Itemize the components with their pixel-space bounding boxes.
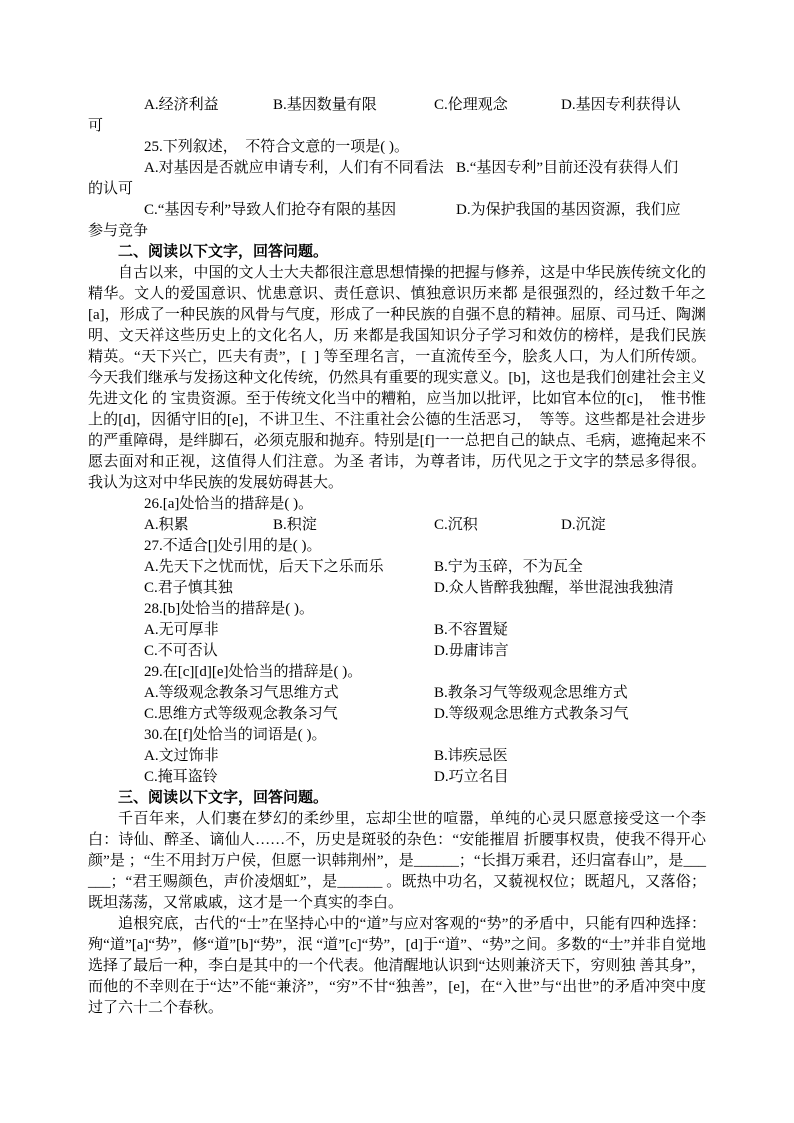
q26-option-b: B.积淀 — [273, 517, 317, 533]
q25-option-d: D.为保护我国的基因资源，我们应 — [456, 202, 681, 218]
q26-option-a: A.积累 — [144, 517, 189, 533]
q26-options-row — [88, 515, 706, 536]
q30-option-c: C.掩耳盗铃 — [144, 769, 218, 785]
q24-option-b: B.基因数量有限 — [273, 97, 377, 113]
q25-stem: 25.下列叙述， 不符合文意的一项是( )。 — [144, 139, 409, 155]
q25-options-row-2 — [88, 200, 706, 221]
q29-option-c: C.思维方式等级观念教条习气 — [144, 706, 338, 722]
q28-options-row-1 — [88, 620, 706, 641]
q28-option-b: B.不容置疑 — [434, 622, 508, 638]
q24-option-d: D.基因专利获得认 — [561, 97, 681, 113]
q29-option-b: B.教条习气等级观念思维方式 — [434, 685, 628, 701]
q24-option-a: A.经济利益 — [144, 97, 219, 113]
q28-stem: 28.[b]处恰当的措辞是( )。 — [144, 601, 314, 617]
q26-option-c: C.沉积 — [434, 517, 478, 533]
q27-options-row-2 — [88, 578, 706, 599]
q30-option-d: D.巧立名目 — [434, 769, 509, 785]
q29-stem: 29.在[c][d][e]处恰当的措辞是( )。 — [144, 664, 363, 680]
q30-options-row-1 — [88, 746, 706, 767]
q30-stem: 30.在[f]处恰当的词语是( )。 — [144, 727, 327, 743]
q25-option-b-continuation: 的认可 — [88, 181, 134, 197]
q27-options-row-1 — [88, 557, 706, 578]
q25-option-d-continuation: 参与竞争 — [88, 223, 149, 239]
q25-option-a: A.对基因是否就应申请专利，人们有不同看法 — [144, 160, 444, 176]
q28-option-d: D.毋庸讳言 — [434, 643, 509, 659]
q26-option-d: D.沉淀 — [561, 517, 606, 533]
q30-options-row-2 — [88, 767, 706, 788]
q27-stem: 27.不适合[]处引用的是( )。 — [144, 538, 322, 554]
q27-option-d: D.众人皆醉我独醒，举世混浊我独清 — [434, 580, 674, 596]
q28-option-a: A.无可厚非 — [144, 622, 219, 638]
q26-stem: 26.[a]处恰当的措辞是( )。 — [144, 496, 314, 512]
q29-options-row-2 — [88, 704, 706, 725]
q25-option-b: B.“基因专利”目前还没有获得人们 — [456, 160, 679, 176]
section2-passage: 自古以来，中国的文人士大夫都很注意思想情操的把握与修养，这是中华民族传统文化的精华。文人的爱国意识、忧患意识、责任意识、慎独意识历来都 是很强烈的，经过数千年之[a]，形成了一种民族的风骨与气度，形成了一种民族的自强不息的精神。屈原、司马迁、陶渊明、文天祥这些历史上的文化名人，历 来都是我国知识分子学习和效仿的榜样，是我们民族精英。“天下兴亡，匹夫有责”，[ ] 等至理名言，一直流传至今，脍炙人口，为人们所传颂。今天我们继承与发扬这种文化传统，仍然具有重要的现实意义。[b]，这也是我们创建社会主义先进文化 的 宝贵资源。至于传统文化当中的糟粕，应当加以批评，比如官本位的[c]， 惟书惟上的[d]，因循守旧的[e]，不讲卫生、不注重社会公德的生活恶习， 等等。这些都是社会进步的严重障碍，是绊脚石，必须克服和抛弃。特别是[f]一一总把自己的缺点、毛病，遮掩起来不愿去面对和正视，这值得人们注意。为圣 者讳，为尊者讳，历代见之于文字的禁忌多得很。我认为这对中华民族的发展妨碍甚大。 — [88, 265, 706, 491]
q29-option-a: A.等级观念教条习气思维方式 — [144, 685, 339, 701]
q25-option-c: C.“基因专利”导致人们抢夺有限的基因 — [144, 202, 397, 218]
q29-option-d: D.等级观念思维方式教条习气 — [434, 706, 629, 722]
q24-option-c: C.伦理观念 — [434, 97, 508, 113]
q27-option-b: B.宁为玉碎，不为瓦全 — [434, 559, 583, 575]
q29-options-row-1 — [88, 683, 706, 704]
q24-options-row — [88, 95, 706, 116]
q27-option-a: A.先天下之忧而忧，后天下之乐而乐 — [144, 559, 384, 575]
section3-title: 三、阅读以下文字，回答问题。 — [118, 790, 329, 806]
q30-option-a: A.文过饰非 — [144, 748, 219, 764]
section2-title: 二、阅读以下文字，回答问题。 — [118, 244, 329, 260]
section3-passage-2: 追根究底，古代的“士”在坚持心中的“道”与应对客观的“势”的矛盾中，只能有四种选择：殉“道”[a]“势”，修“道”[b]“势”，泯 “道”[c]“势”，[d]于“道”、“势”之间。多数的“士”并非自觉地选择了最后一种，李白是其中的一个代表。他清醒地认识到“达则兼济天下，穷则独 善其身”，而他的不幸则在于“达”不能“兼济”，“穷”不甘“独善”，[e]，在“入世”与“出世”的矛盾冲突中度过了六十二个春秋。 — [88, 916, 706, 1016]
q28-options-row-2 — [88, 641, 706, 662]
q28-option-c: C.不可否认 — [144, 643, 218, 659]
section3-passage-1: 千百年来，人们裹在梦幻的柔纱里，忘却尘世的喧嚣，单纯的心灵只愿意接受这一个李白：诗仙、醉圣、谪仙人……不，历史是斑驳的杂色：“安能摧眉 折腰事权贵，使我不得开心颜”是 ；“生不用封万户侯，但愿一识韩荆州”，是______；“长揖万乘君，还归富春山”，是______；“君王赐颜色，声价凌烟虹”，是______ 。既热中功名，又藐视权位；既超凡，又落俗；既坦荡荡，又常戚戚，这才是一个真实的李白。 — [88, 811, 706, 911]
q27-option-c: C.君子慎其独 — [144, 580, 233, 596]
q25-options-row-1 — [88, 158, 706, 179]
q30-option-b: B.讳疾忌医 — [434, 748, 508, 764]
q24-option-d-continuation: 可 — [88, 118, 104, 134]
